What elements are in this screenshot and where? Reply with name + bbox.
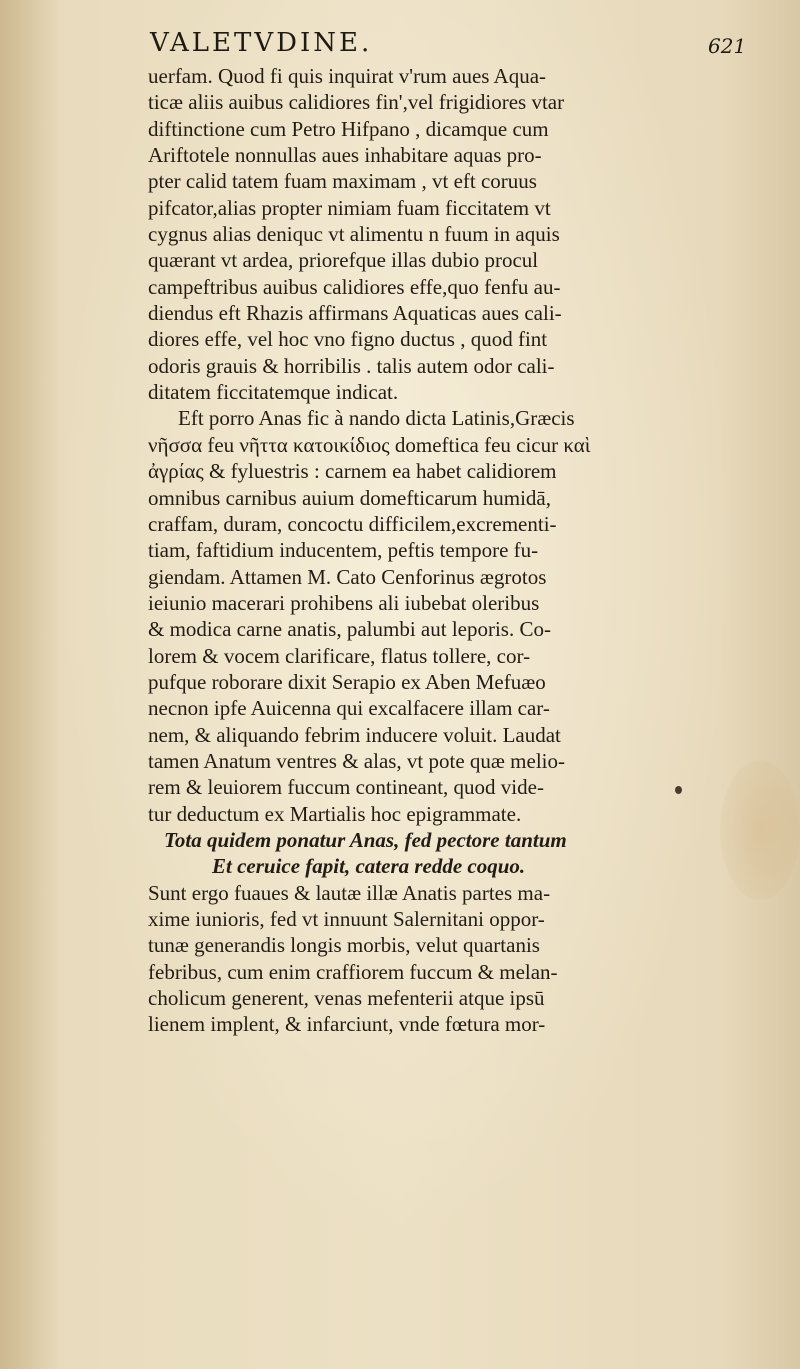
- text-line: Sunt ergo fuaues & lautæ illæ Anatis partes ma-: [148, 880, 551, 905]
- text-line: lorem & vocem clarificare, flatus tollere, cor-: [148, 643, 531, 668]
- paragraph-start-line: Eft porro Anas fic à nando dicta Latinis,Græcis: [178, 406, 575, 431]
- text-line: diendus eft Rhazis affirmans Aquaticas aues cali-: [148, 301, 562, 326]
- text-line: nem, & aliquando febrim inducere voluit. Laudat: [148, 722, 561, 747]
- text-line: omnibus carnibus auium domefticarum humidā,: [148, 485, 551, 510]
- page-number: 621: [708, 34, 747, 58]
- text-line: cholicum generent, venas mefenterii atque ipsū: [148, 986, 545, 1011]
- text-line: diftinctione cum Petro Hifpano , dicamque cum: [148, 116, 549, 141]
- text-line: tunæ generandis longis morbis, velut quartanis: [148, 933, 540, 958]
- text-line: quærant vt ardea, priorefque illas dubio procul: [148, 248, 539, 273]
- text-line: & modica carne anatis, palumbi aut leporis. Co-: [148, 617, 551, 642]
- text-line: diores effe, vel hoc vno figno ductus , quod fint: [148, 327, 548, 352]
- text-line: necnon ipfe Auicenna qui excalfacere illam car-: [148, 696, 550, 721]
- text-line: lienem implent, & infarciunt, vnde fœtura mor-: [148, 1012, 546, 1037]
- text-line: odoris grauis & horribilis . talis autem odor cali-: [148, 353, 555, 378]
- text-line: Ariftotele nonnullas aues inhabitare aquas pro-: [148, 143, 542, 168]
- epigram-line-2: Et ceruice fapit, catera redde coquo.: [212, 854, 526, 879]
- text-line: cygnus alias deniquc vt alimentu n fuum in aquis: [148, 222, 560, 247]
- text-line: ἀγρίας & fyluestris : carnem ea habet calidiorem: [148, 459, 557, 484]
- ink-dot: [675, 786, 682, 794]
- text-line: pufque roborare dixit Serapio ex Aben Mefuæo: [148, 669, 546, 694]
- text-line: ieiunio macerari prohibens ali iubebat oleribus: [148, 590, 540, 615]
- page-gutter-shadow: [0, 0, 60, 1369]
- text-line: tamen Anatum ventres & alas, vt pote quæ melio-: [148, 748, 565, 773]
- text-line: giendam. Attamen M. Cato Cenforinus ægrotos: [148, 564, 547, 589]
- text-line: νῆσσα feu νῆττα κατοικίδιος domeftica feu cicur καὶ: [148, 432, 591, 457]
- body-text: [148, 63, 780, 1038]
- text-line: tiam, faftidium inducentem, peftis tempore fu-: [148, 538, 539, 563]
- text-line: uerfam. Quod fi quis inquirat v'rum aues Aqua-: [148, 64, 547, 88]
- text-line: tur deductum ex Martialis hoc epigrammate.: [148, 801, 522, 826]
- text-line: rem & leuiorem fuccum contineant, quod vide-: [148, 775, 544, 800]
- text-line: ditatem ficcitatemque indicat.: [148, 380, 399, 405]
- text-line: pifcator,alias propter nimiam fuam ficcitatem vt: [148, 195, 551, 220]
- text-line: ticæ aliis auibus calidiores fin',vel frigidiores vtar: [148, 90, 565, 115]
- epigram-line-1: Tota quidem ponatur Anas, fed pectore tantum: [164, 827, 567, 852]
- text-line: febribus, cum enim craffiorem fuccum & melan-: [148, 959, 558, 984]
- text-line: campeftribus auibus calidiores effe,quo fenfu au-: [148, 274, 561, 299]
- text-line: xime iunioris, fed vt innuunt Salernitani oppor-: [148, 907, 545, 931]
- text-line: pter calid tatem fuam maximam , vt eft coruus: [148, 169, 537, 194]
- text-line: craffam, duram, concoctu difficilem,excrementi-: [148, 511, 557, 536]
- running-title: VALETVDINE.: [150, 28, 373, 58]
